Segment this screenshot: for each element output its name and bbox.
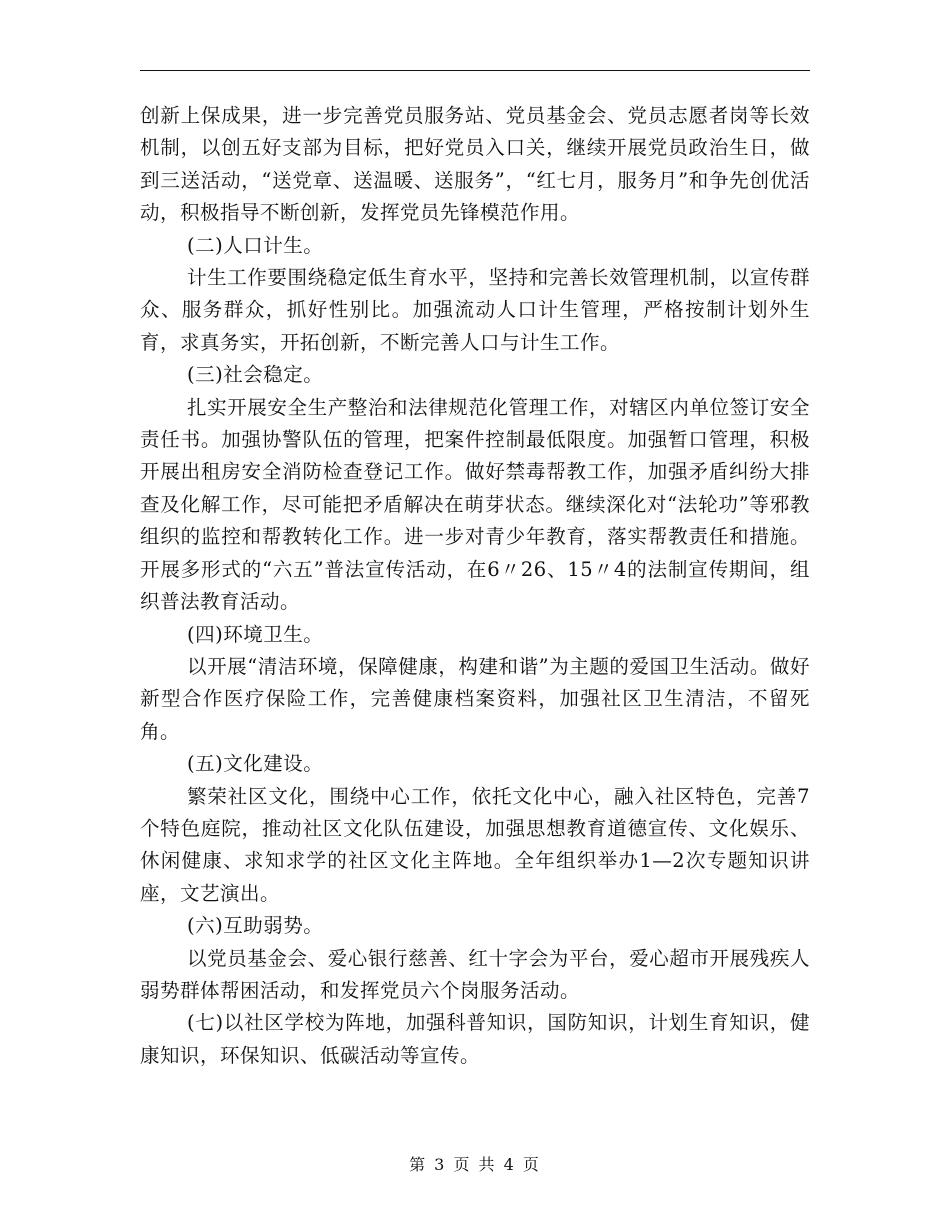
paragraph-population: 计生工作要围绕稳定低生育水平，坚持和完善长效管理机制，以宣传群众、服务群众，抓好性别比。加强流动人口计生管理，严格按制计划外生育，求真务实，开拓创新，不断完善人口与计生工作。 [140, 266, 810, 354]
paragraph-party-building: 创新上保成果，进一步完善党员服务站、党员基金会、党员志愿者岗等长效机制，以创五好支部为目标，把好党员入口关，继续开展党员政治生日，做到三送活动，“送党章、送温暖、送服务”，“红七月，服务月”和争先创优活动，积极指导不断创新，发挥党员先锋模范作用。 [140, 104, 810, 225]
paragraph-social-stability: 扎实开展安全生产整治和法律规范化管理工作，对辖区内单位签订安全责任书。加强协警队伍的管理，把案件控制最低限度。加强暂口管理，积极开展出租房安全消防检查登记工作。做好禁毒帮教工作，加强矛盾纠纷大排查及化解工作，尽可能把矛盾解决在萌芽状态。继续深化对“法轮功”等邪教组织的监控和帮教转化工作。进一步对青少年教育，落实帮教责任和措施。开展多形式的“六五”普法宣传活动，在6〃26、15〃4的法制宣传期间，组织普法教育活动。 [140, 395, 810, 614]
paragraph-culture: 繁荣社区文化，围绕中心工作，依托文化中心，融入社区特色，完善7个特色庭院，推动社区文化队伍建设，加强思想教育道德宣传、文化娱乐、休闲健康、求知求学的社区文化主阵地。全年组织举办1—2次专题知识讲座，文艺演出。 [140, 784, 810, 905]
page-number-footer: 第 3 页 共 4 页 [409, 1155, 541, 1174]
heading-mutual-aid: (六)互助弱势。 [187, 914, 324, 938]
paragraph-community-school: (七)以社区学校为阵地，加强科普知识，国防知识，计划生育知识，健康知识，环保知识、低碳活动等宣传。 [140, 1011, 810, 1067]
document-body [140, 100, 810, 1072]
heading-population: (二)人口计生。 [187, 233, 324, 257]
heading-social-stability: (三)社会稳定。 [187, 363, 324, 387]
header-rule [140, 70, 810, 71]
heading-culture: (五)文化建设。 [187, 752, 324, 776]
paragraph-mutual-aid: 以党员基金会、爱心银行慈善、红十字会为平台，爱心超市开展残疾人弱势群体帮困活动，和发挥党员六个岗服务活动。 [140, 946, 810, 1002]
heading-environment: (四)环境卫生。 [187, 622, 324, 646]
paragraph-environment: 以开展“清洁环境，保障健康，构建和谐”为主题的爱国卫生活动。做好新型合作医疗保险工作，完善健康档案资料，加强社区卫生清洁，不留死角。 [140, 654, 810, 743]
